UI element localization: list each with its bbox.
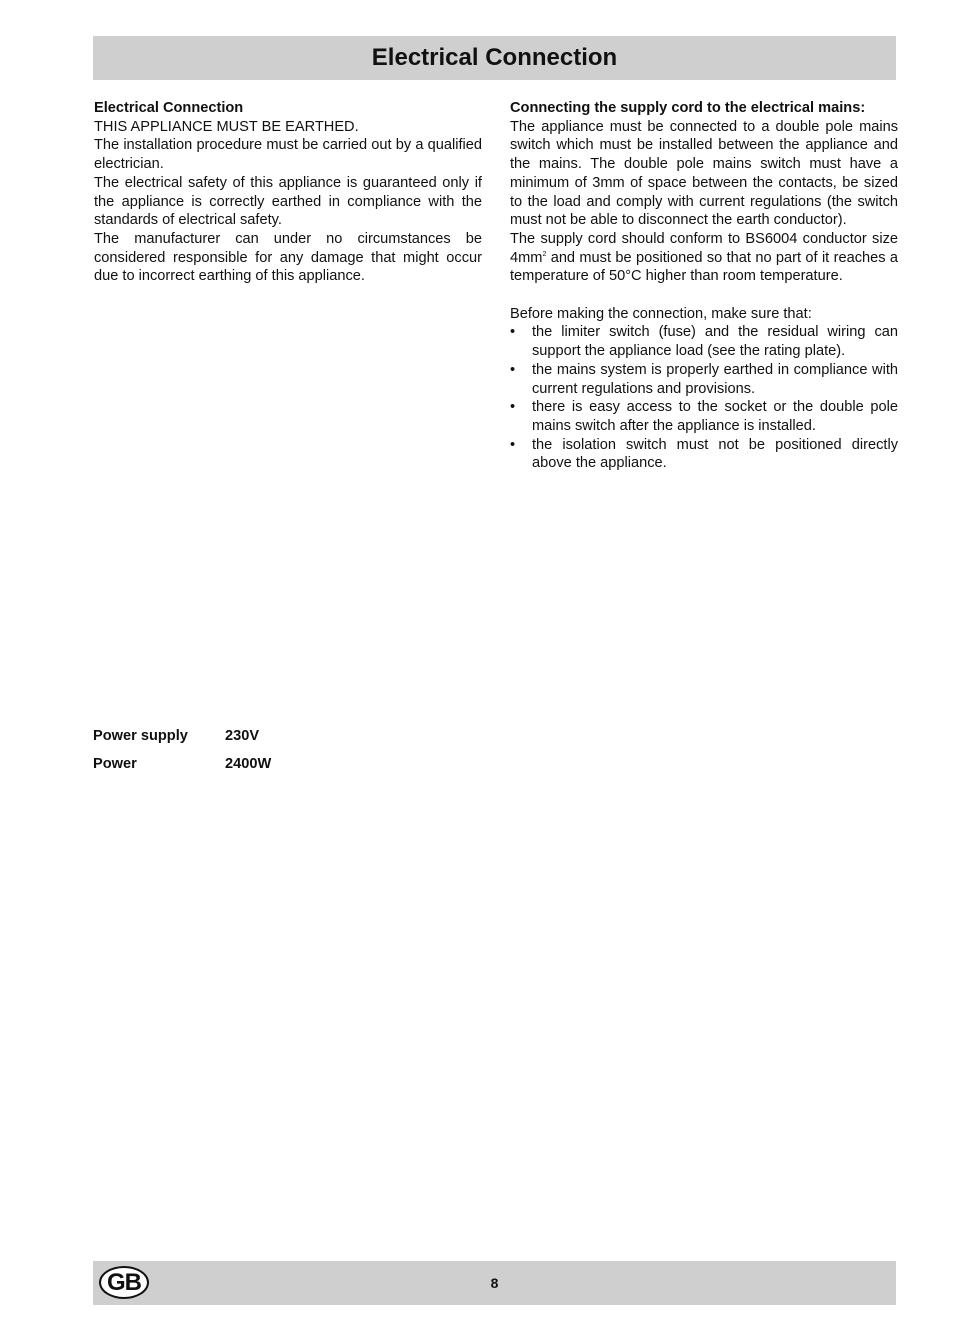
bullet-icon: • [510, 361, 516, 378]
footer-bar [93, 1261, 896, 1305]
bullet-icon: • [510, 436, 516, 453]
spec-row-power [93, 750, 271, 778]
page-title: Electrical Connection [371, 44, 618, 71]
list-item-text: the mains system is properly earthed in compliance with current regulations and provisions. [532, 361, 898, 397]
country-badge-icon: GB [99, 1266, 149, 1299]
list-item-text: the limiter switch (fuse) and the residual wiring can support the appliance load (see the rating plate). [532, 324, 898, 360]
squared-superscript: 2 [542, 250, 547, 258]
checklist [510, 323, 898, 473]
paragraph-double-pole-switch: The appliance must be connected to a double pole mains switch which must be installed between the appliance and the mains. The double pole mains switch must have a minimum of 3mm of space between the contacts, be sized to the load and comply with current regulations (the switch must not be able to disconnect the earth conductor). [510, 118, 898, 229]
supply-cord-text-end: and must be positioned so that no part of it reaches a temperature of 50°C higher than room temperature. [510, 249, 898, 285]
paragraph-manufacturer-liability: The manufacturer can under no circumstances be considered responsible for any damage that might occur due to incorrect earthing of this appliance. [94, 230, 482, 285]
bullet-icon: • [510, 399, 516, 416]
section-heading-supply-cord: Connecting the supply cord to the electrical mains: [510, 100, 866, 116]
paragraph-installation: The installation procedure must be carried out by a qualified electrician. [94, 137, 482, 173]
section-heading-electrical-connection: Electrical Connection [94, 100, 244, 116]
bullet-icon: • [510, 324, 516, 341]
spec-row-power-supply [93, 722, 271, 750]
spec-value: 230V [225, 728, 260, 744]
page-number: 8 [490, 1275, 499, 1291]
spec-label: Power supply [93, 728, 188, 744]
left-column [94, 99, 482, 286]
supply-cord-text-start: The supply cord should conform to BS6004 conductor size 4mm [510, 230, 898, 266]
list-item [510, 361, 898, 398]
paragraph-supply-cord [510, 230, 898, 286]
specs-table [93, 722, 271, 778]
list-item [510, 436, 898, 473]
earthing-warning: THIS APPLIANCE MUST BE EARTHED. [94, 118, 359, 135]
checklist-intro: Before making the connection, make sure that: [510, 305, 812, 322]
right-column [510, 99, 898, 473]
spec-label: Power [93, 756, 137, 772]
list-item-text: there is easy access to the socket or the double pole mains switch after the appliance is installed. [532, 399, 898, 434]
spacer [510, 286, 898, 305]
list-item [510, 323, 898, 360]
header-bar [93, 36, 896, 80]
spec-value: 2400W [225, 756, 272, 772]
list-item [510, 398, 898, 435]
list-item-text: the isolation switch must not be positioned directly above the appliance. [532, 436, 898, 472]
paragraph-electrical-safety: The electrical safety of this appliance is guaranteed only if the appliance is correctly earthed in compliance with the standards of electrical safety. [94, 174, 482, 229]
